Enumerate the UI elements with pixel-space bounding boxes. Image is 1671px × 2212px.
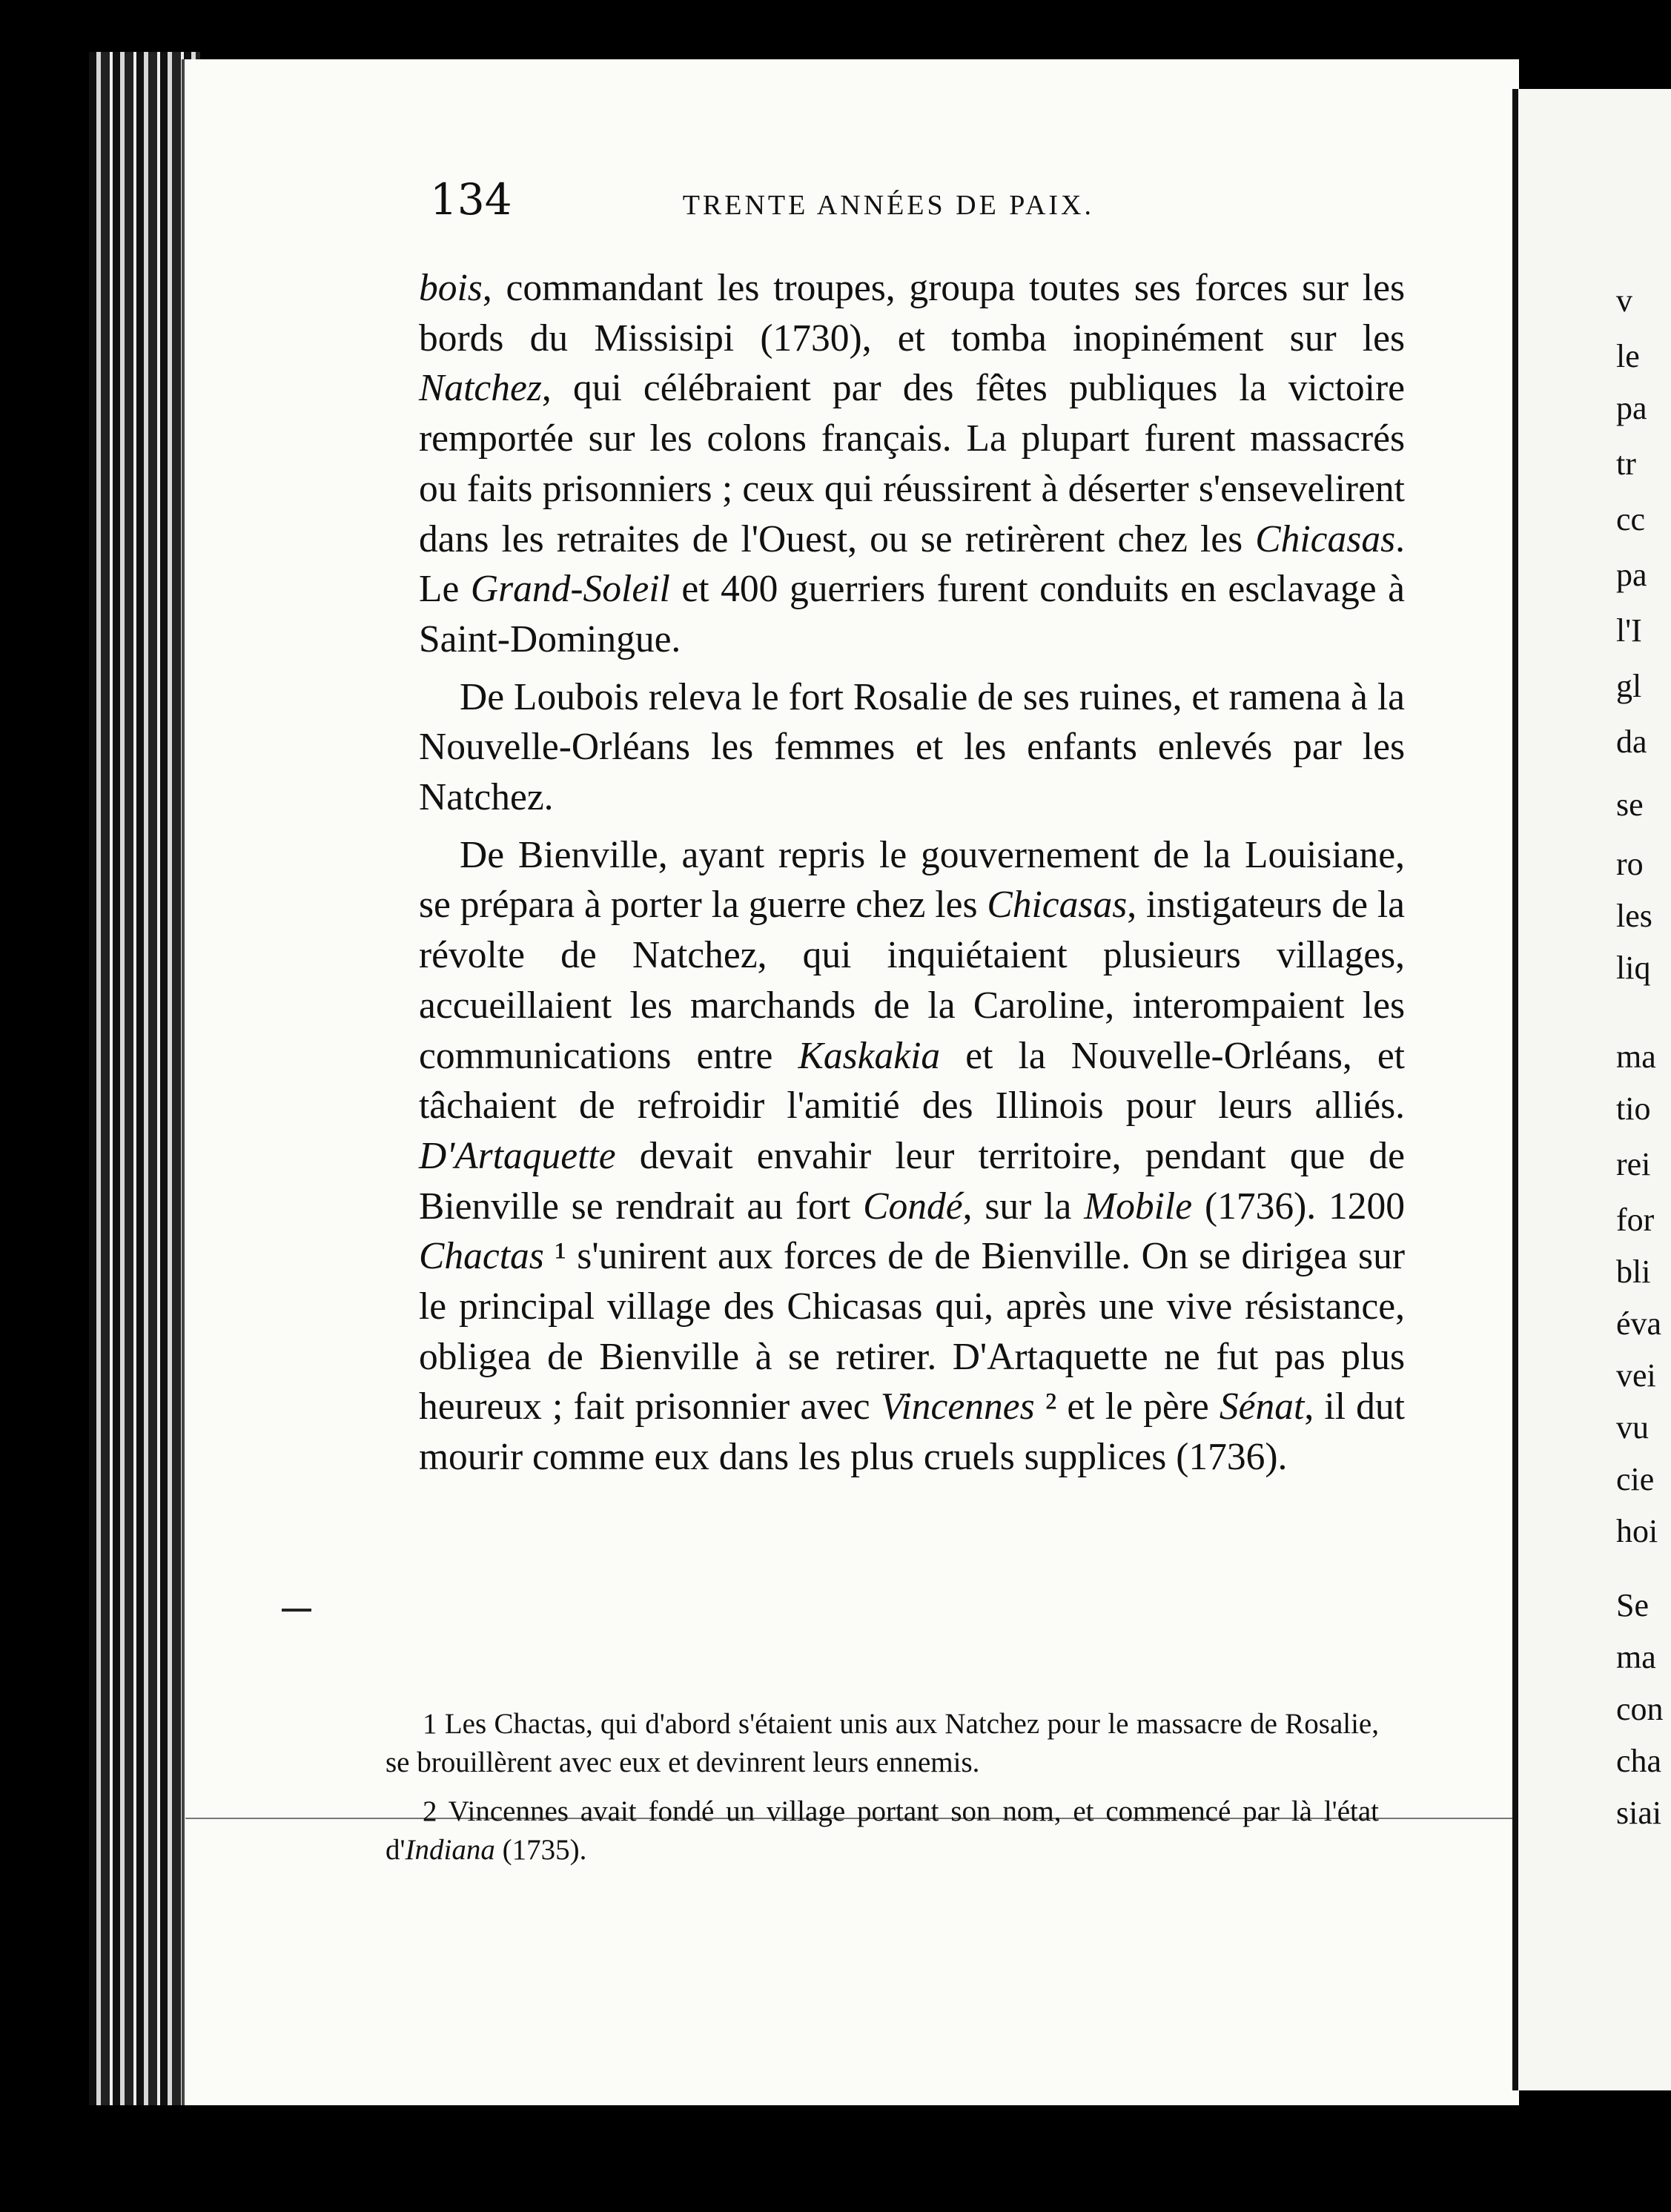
paragraph-segment: Grand-Soleil [470, 568, 670, 611]
paragraph-segment: Kaskakia [798, 1034, 941, 1077]
margin-mark [282, 1609, 311, 1612]
footnote-1 [386, 1705, 1379, 1782]
paragraph-segment: De Loubois releva le fort Rosalie de ses ruines, et ramena à la Nouvelle-Orléans les femmes et les enfants enlevés par les Natchez. [419, 675, 1405, 819]
facing-page-fragment: rei [1616, 1146, 1651, 1182]
paragraph-segment: Chicasas [1255, 517, 1396, 560]
facing-page-fragment: ro [1616, 846, 1644, 882]
footnote-segment: Indiana [405, 1834, 495, 1866]
paragraph-segment: Chicasas [987, 884, 1128, 927]
facing-page-fragment: bli [1616, 1254, 1651, 1290]
facing-page-fragment: cc [1616, 501, 1646, 537]
paragraph-segment: , il dut mourir comme eux dans les plus cruels supplices (1736). [419, 1385, 1405, 1479]
main-text [419, 263, 1405, 1483]
paragraph-segment: Chactas [419, 1235, 544, 1278]
footnote-segment: (1735). [494, 1834, 587, 1866]
paragraph-segment: , qui célébraient par des fêtes publiques la victoire remportée sur les colons français. La plupart furent massacrés ou faits prisonniers ; ceux qui réussirent à déserter s'ensevelirent dans les retraites de l'Ouest, ou se retirèrent chez les [419, 367, 1405, 560]
paragraph-segment: , commandant les troupes, groupa toutes ses forces sur les bords du Missisipi (1730), et tomba inopinément sur les [419, 267, 1405, 360]
facing-page-fragment: vei [1616, 1357, 1656, 1394]
paragraph-segment: D'Artaquette [419, 1134, 616, 1177]
facing-page-fragment: les [1616, 898, 1652, 934]
facing-page-fragment: da [1616, 723, 1647, 760]
facing-page-fragment: pa [1616, 390, 1647, 426]
facing-page-fragment: v [1616, 282, 1632, 319]
facing-page-fragment: vu [1616, 1409, 1649, 1446]
facing-page-fragment: liq [1616, 950, 1651, 986]
facing-page-fragment: hoi [1616, 1513, 1658, 1549]
footnote-2 [386, 1792, 1379, 1870]
running-head [430, 174, 1671, 225]
facing-page-fragment: pa [1616, 557, 1647, 593]
paragraph-segment: (1736). 1200 [1192, 1185, 1405, 1228]
facing-page-fragment: Se [1616, 1587, 1649, 1623]
facing-page-fragment: for [1616, 1202, 1655, 1238]
facing-page-fragment: siai [1616, 1795, 1662, 1831]
paragraph-segment: Vincennes [880, 1385, 1035, 1428]
paragraph-segment: ² et le père [1034, 1385, 1220, 1428]
paragraph-segment: devait envahir leur territoire, pendant que de Bienville se rendrait au fort [419, 1134, 1405, 1228]
paragraph-1 [419, 263, 1405, 665]
facing-page-fragment: con [1616, 1691, 1664, 1727]
facing-page [1512, 89, 1671, 2090]
paragraph-segment: et 400 guerriers furent conduits en esclavage à Saint-Domingue. [419, 568, 1405, 660]
paragraph-segment: Condé [863, 1185, 963, 1228]
paragraph-segment: De Bienville, ayant repris le gouvernement de la Louisiane, se prépara à porter la guerre chez les [419, 833, 1405, 927]
facing-page-fragment: l'I [1616, 612, 1642, 649]
facing-page-fragment: éva [1616, 1305, 1662, 1342]
paragraph-segment: , instigateurs de la révolte de Natchez, qui inquiétaient plusieurs villages, accueillaient les marchands de la Caroline, interompaient les communications entre [419, 884, 1405, 1077]
paragraph-segment: Mobile [1084, 1185, 1193, 1228]
running-title: TRENTE ANNÉES DE PAIX. [682, 190, 1094, 221]
paragraph-segment: et la Nouvelle-Orléans, et tâchaient de refroidir l'amitié des Illinois pour leurs alliés. [419, 1034, 1405, 1127]
paragraph-segment: ¹ s'unirent aux forces de de Bienville. On se dirigea sur le principal village des Chicasas qui, après une vive résistance, obligea de Bienville à se retirer. D'Artaquette ne fut pas plus heureux ; fait prisonnier avec [419, 1235, 1405, 1428]
facing-page-fragment: cha [1616, 1743, 1662, 1779]
facing-page-fragment: gl [1616, 668, 1642, 704]
facing-page-fragment: tio [1616, 1090, 1651, 1127]
facing-page-fragment: ma [1616, 1639, 1656, 1675]
footnote-segment: 2 Vincennes avait fondé un village portant son nom, et commencé par là l'état d' [386, 1795, 1379, 1866]
facing-page-fragment: le [1616, 338, 1640, 374]
paragraph-segment: Sénat [1219, 1385, 1305, 1428]
paragraph-segment: bois [419, 267, 483, 309]
paragraph-segment: , sur la [962, 1185, 1085, 1228]
facing-page-fragment: cie [1616, 1461, 1655, 1497]
paragraph-2 [419, 672, 1405, 823]
facing-page-fragment: tr [1616, 446, 1636, 482]
page-number: 134 [430, 174, 512, 225]
facing-page-fragment: ma [1616, 1039, 1656, 1075]
facing-page-fragment: se [1616, 787, 1644, 823]
paragraph-segment: . Le [419, 517, 1405, 611]
footnotes [386, 1705, 1379, 1880]
paragraph-segment: Natchez [419, 367, 542, 410]
footnote-segment: 1 Les Chactas, qui d'abord s'étaient unis aux Natchez pour le massacre de Rosalie, se brouillèrent avec eux et devinrent leurs ennemis. [386, 1708, 1379, 1778]
paragraph-3 [419, 830, 1405, 1483]
